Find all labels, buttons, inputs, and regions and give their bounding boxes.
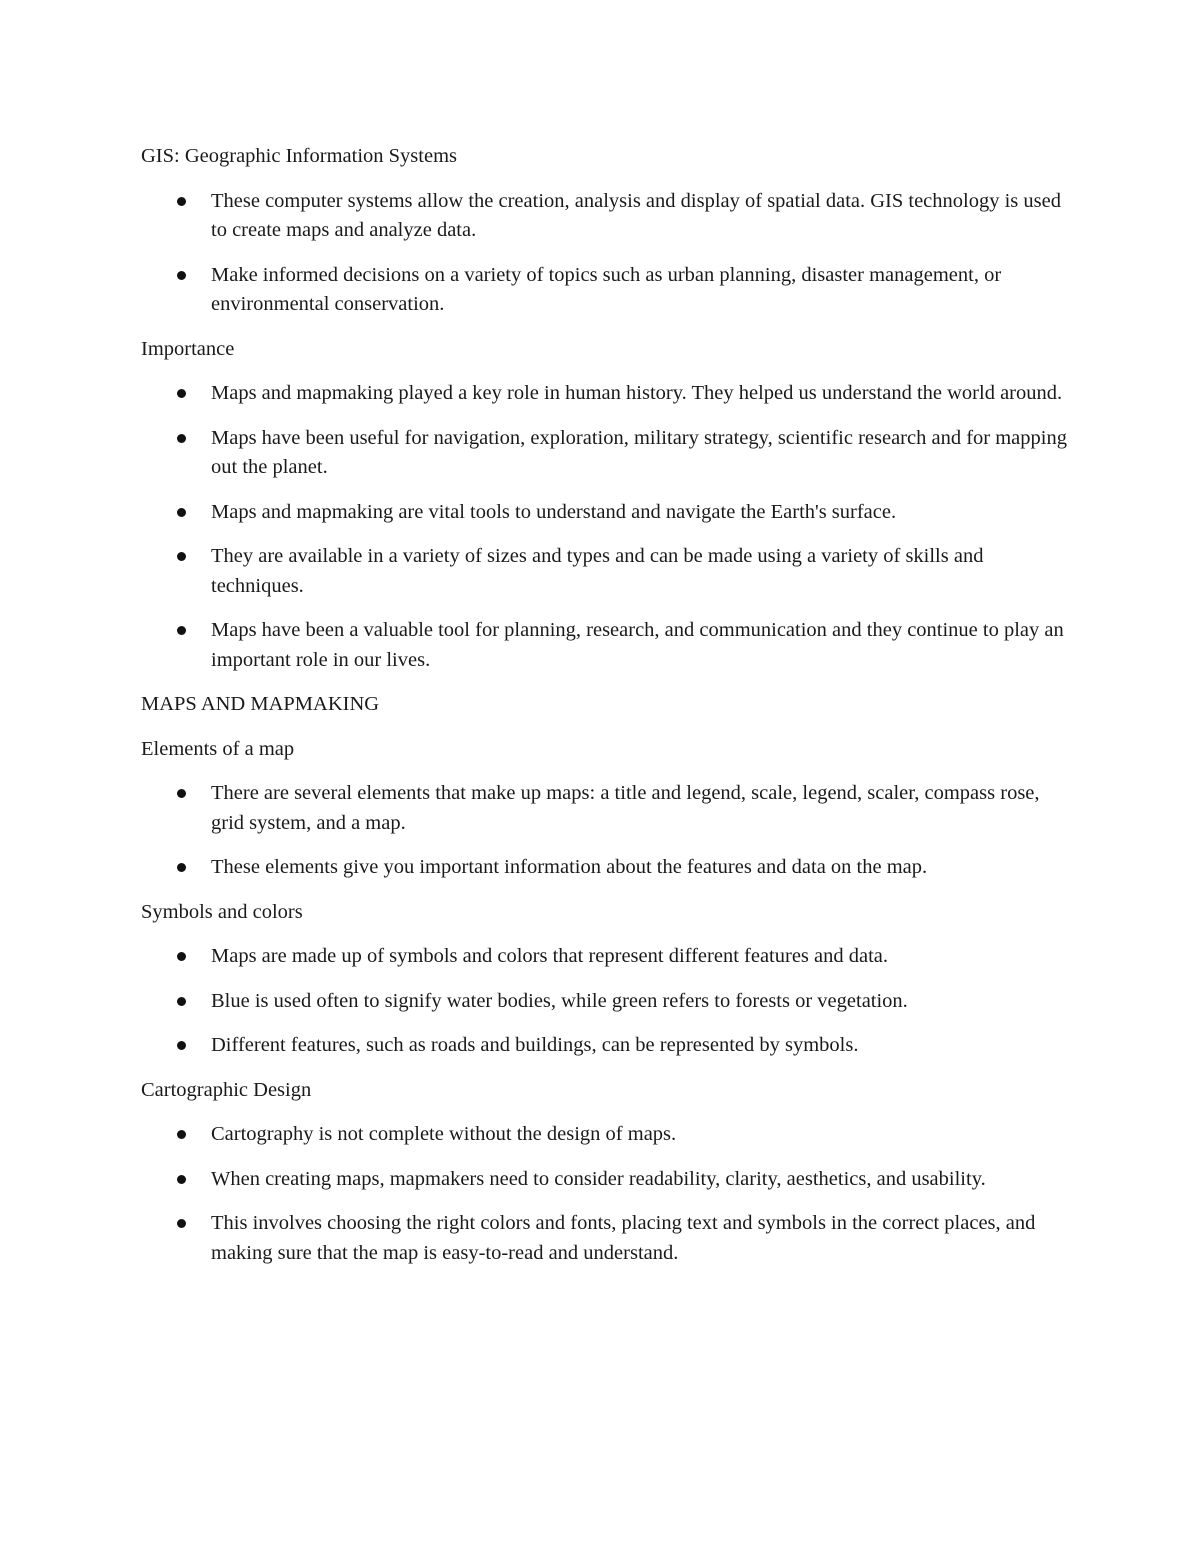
list-item xyxy=(141,779,1071,838)
list-item xyxy=(141,1120,1071,1150)
list-item-text: Blue is used often to signify water bodies, while green refers to forests or vegetation. xyxy=(211,989,908,1012)
list-item-text: Cartography is not complete without the design of maps. xyxy=(211,1123,677,1145)
section-heading: Elements of a map xyxy=(141,737,295,760)
list-item-text: Maps are made up of symbols and colors that represent different features and data. xyxy=(211,945,889,967)
section-heading: GIS: Geographic Information Systems xyxy=(141,145,457,167)
list-item xyxy=(141,424,1071,483)
list-item xyxy=(141,853,1071,883)
list-item-text: These computer systems allow the creation, analysis and display of spatial data. GIS technology is used to create maps and analyze data. xyxy=(211,189,1061,241)
bullet-icon xyxy=(177,434,186,443)
document-body xyxy=(141,142,1071,1283)
list-item-text: Maps and mapmaking are vital tools to understand and navigate the Earth's surface. xyxy=(211,500,897,523)
list-item xyxy=(141,1165,1071,1195)
section-heading: Symbols and colors xyxy=(141,900,303,923)
list-item xyxy=(141,498,1071,528)
section-importance xyxy=(141,335,1071,676)
bullet-icon xyxy=(177,789,186,798)
list-item-text: Maps have been useful for navigation, exploration, military strategy, scientific research and for mapping out the planet. xyxy=(211,426,1067,478)
list-item-text: They are available in a variety of sizes and types and can be made using a variety of skills and techniques. xyxy=(211,545,984,597)
section-heading: Importance xyxy=(141,337,235,360)
bullet-icon xyxy=(177,626,186,635)
bullet-icon xyxy=(177,1041,186,1050)
list-item xyxy=(141,616,1071,675)
section-maps-and-mapmaking xyxy=(141,690,1071,720)
list-item-text: This involves choosing the right colors and fonts, placing text and symbols in the correct places, and making sure that the map is easy-to-read and understand. xyxy=(211,1212,1036,1264)
bullet-icon xyxy=(177,863,186,872)
list-item-text: These elements give you important information about the features and data on the map. xyxy=(211,856,928,878)
list-item xyxy=(141,542,1071,601)
bullet-icon xyxy=(177,1130,186,1139)
section-heading: Cartographic Design xyxy=(141,1078,312,1101)
list-item xyxy=(141,1209,1071,1268)
bullet-list xyxy=(141,942,1071,1061)
list-item xyxy=(141,942,1071,972)
bullet-list xyxy=(141,379,1071,675)
bullet-icon xyxy=(177,508,186,517)
bullet-list xyxy=(141,779,1071,883)
bullet-icon xyxy=(177,197,186,206)
list-item xyxy=(141,379,1071,409)
bullet-icon xyxy=(177,389,186,398)
list-item-text: There are several elements that make up maps: a title and legend, scale, legend, scaler, compass rose, grid system, and a map. xyxy=(211,782,1040,834)
bullet-icon xyxy=(177,997,186,1006)
list-item-text: Make informed decisions on a variety of topics such as urban planning, disaster management, or environmental conservation. xyxy=(211,263,1002,315)
section-cartographic-design xyxy=(141,1076,1071,1269)
list-item-text: When creating maps, mapmakers need to consider readability, clarity, aesthetics, and usability. xyxy=(211,1167,986,1190)
section-heading: MAPS AND MAPMAKING xyxy=(141,693,380,715)
bullet-list xyxy=(141,187,1071,320)
bullet-list xyxy=(141,1120,1071,1268)
list-item-text: Maps have been a valuable tool for planning, research, and communication and they continue to play an important role in our lives. xyxy=(211,619,1064,671)
bullet-icon xyxy=(177,552,186,561)
section-elements-of-a-map xyxy=(141,735,1071,883)
bullet-icon xyxy=(177,1175,186,1184)
list-item xyxy=(141,987,1071,1017)
list-item xyxy=(141,187,1071,246)
bullet-icon xyxy=(177,1219,186,1228)
section-symbols-and-colors xyxy=(141,898,1071,1061)
list-item xyxy=(141,261,1071,320)
list-item-text: Different features, such as roads and buildings, can be represented by symbols. xyxy=(211,1034,859,1056)
list-item-text: Maps and mapmaking played a key role in human history. They helped us understand the world around. xyxy=(211,382,1063,404)
bullet-icon xyxy=(177,952,186,961)
list-item xyxy=(141,1031,1071,1061)
bullet-icon xyxy=(177,271,186,280)
section-gis xyxy=(141,142,1071,320)
